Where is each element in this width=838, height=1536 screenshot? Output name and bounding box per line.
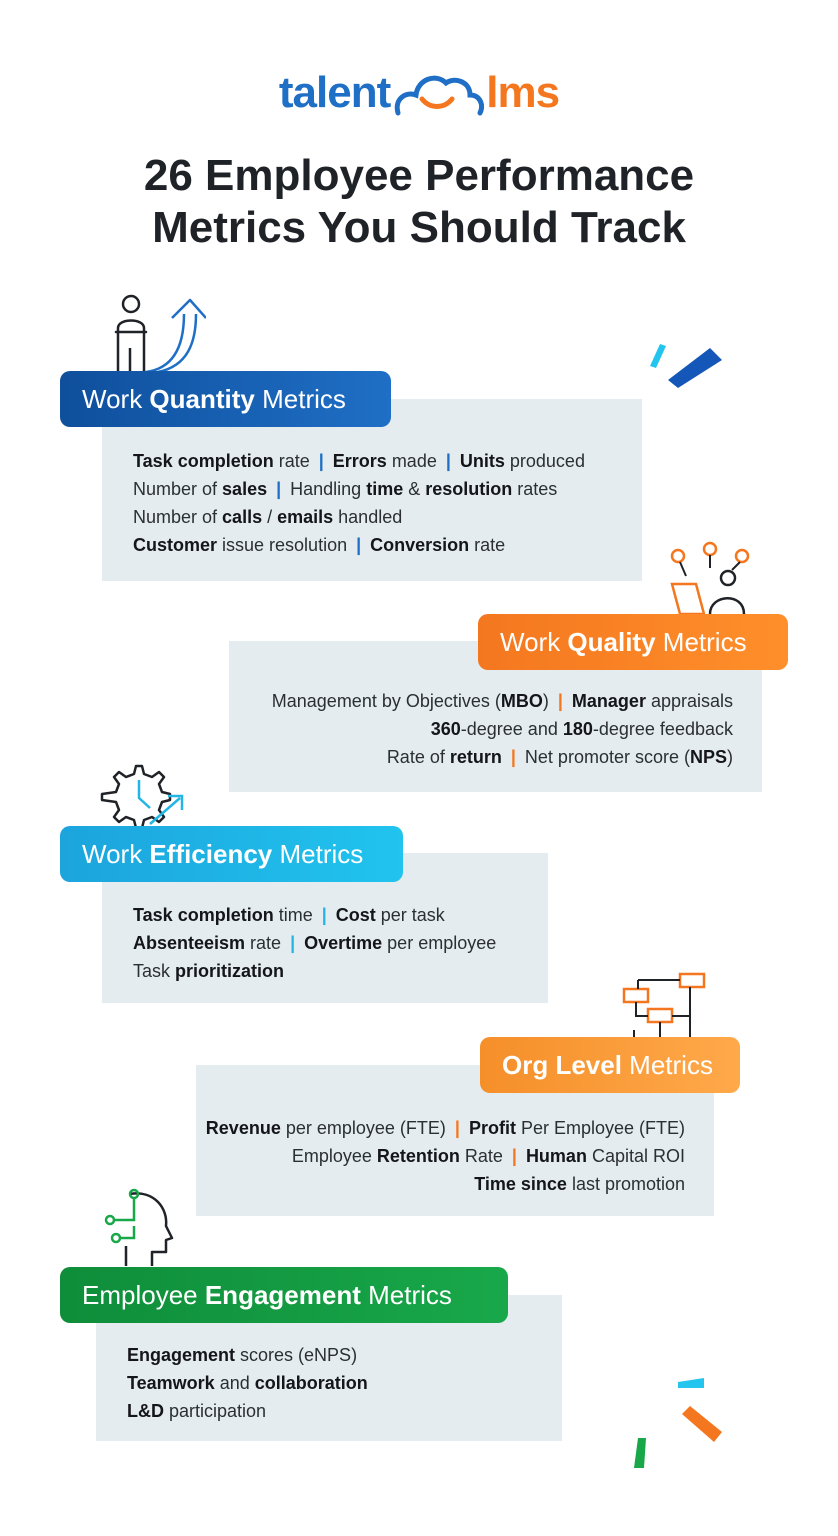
metric-line	[133, 503, 642, 531]
metric-text: )	[727, 747, 733, 767]
metric-line	[196, 1142, 685, 1170]
person-arrow-up-icon	[106, 292, 206, 374]
separator: |	[321, 905, 327, 925]
metric-text: and	[214, 1373, 255, 1393]
heading-work-quantity: Work Quantity Metrics	[60, 371, 391, 427]
metric-text: Number of	[133, 507, 223, 527]
separator: |	[318, 451, 324, 471]
metric-keyword: L&D	[127, 1401, 164, 1421]
metric-text: Handling	[290, 479, 367, 499]
metric-text: rate	[469, 535, 506, 555]
metric-line	[127, 1397, 562, 1425]
gear-clock-icon	[96, 760, 188, 832]
metric-line	[133, 957, 548, 985]
metric-text: Management by Objectives (	[271, 691, 501, 711]
metric-line	[196, 1170, 685, 1198]
metric-keyword: Errors	[332, 451, 387, 471]
metric-keyword: Profit	[468, 1118, 516, 1138]
heading-org-level: Org Level Metrics	[480, 1037, 740, 1093]
head-circuit-icon	[102, 1186, 176, 1268]
metric-keyword: sales	[222, 479, 268, 499]
metric-keyword: calls	[222, 507, 263, 527]
separator: |	[290, 933, 296, 953]
metric-keyword: Human	[525, 1146, 587, 1166]
metric-line	[133, 901, 548, 929]
heading-employee-engagement: Employee Engagement Metrics	[60, 1267, 508, 1323]
separator: |	[511, 1146, 517, 1166]
metric-text: per task	[375, 905, 445, 925]
metric-keyword: Cost	[335, 905, 376, 925]
heading-work-quality: Work Quality Metrics	[478, 614, 788, 670]
metric-keyword: Teamwork	[127, 1373, 215, 1393]
metric-text: made	[386, 451, 437, 471]
metric-text: participation	[164, 1401, 267, 1421]
metric-text: Rate	[459, 1146, 503, 1166]
metric-keyword: NPS	[689, 747, 727, 767]
metric-text: per employee	[382, 933, 497, 953]
metric-keyword: emails	[277, 507, 334, 527]
metric-keyword: time	[366, 479, 404, 499]
metric-keyword: resolution	[425, 479, 513, 499]
metric-text: time	[273, 905, 313, 925]
metric-line	[229, 715, 733, 743]
separator: |	[510, 747, 516, 767]
separator: |	[557, 691, 563, 711]
org-chart-icon	[620, 970, 710, 1040]
metric-keyword: Conversion	[370, 535, 470, 555]
metric-line	[229, 687, 733, 715]
separator: |	[445, 451, 451, 471]
metric-keyword: return	[449, 747, 502, 767]
metric-line	[127, 1369, 562, 1397]
metric-line	[229, 743, 733, 771]
title-line-1: 26 Employee Performance	[143, 151, 695, 200]
metric-text: rates	[512, 479, 558, 499]
metric-text: handled	[333, 507, 403, 527]
metric-keyword: Retention	[376, 1146, 460, 1166]
metric-line	[196, 1114, 685, 1142]
metric-keyword: 360	[430, 719, 461, 739]
metric-text: Per Employee (FTE)	[515, 1118, 685, 1138]
metric-keyword: Time since	[474, 1174, 567, 1194]
metric-text: last promotion	[566, 1174, 685, 1194]
metric-text: Rate of	[386, 747, 450, 767]
confetti-icon-bottom	[628, 1372, 728, 1474]
metric-line	[133, 447, 642, 475]
metric-line	[133, 475, 642, 503]
metric-keyword: Engagement	[127, 1345, 236, 1365]
metric-text: )	[542, 691, 549, 711]
metric-keyword: Customer	[133, 535, 218, 555]
metric-text: Net promoter score (	[524, 747, 690, 767]
metric-text: Employee	[291, 1146, 377, 1166]
metric-text: produced	[504, 451, 585, 471]
logo	[0, 68, 838, 118]
metric-text: issue resolution	[217, 535, 348, 555]
metric-text: -degree and	[460, 719, 563, 739]
metric-keyword: MBO	[500, 691, 543, 711]
metric-text: rate	[273, 451, 310, 471]
metric-keyword: Absenteeism	[133, 933, 246, 953]
metric-keyword: collaboration	[254, 1373, 368, 1393]
separator: |	[454, 1118, 460, 1138]
separator: |	[276, 479, 282, 499]
logo-lms-text: lms	[486, 68, 560, 117]
metric-text: rate	[245, 933, 282, 953]
metric-text: appraisals	[645, 691, 733, 711]
metric-line	[127, 1341, 562, 1369]
metric-text: per employee (FTE)	[280, 1118, 446, 1138]
metric-text: &	[403, 479, 426, 499]
title-line-2: Metrics You Should Track	[152, 203, 686, 252]
metric-keyword: Units	[459, 451, 505, 471]
metric-keyword: Task completion	[133, 451, 274, 471]
metric-text: Number of	[133, 479, 223, 499]
logo-talent-text: talent	[278, 68, 391, 117]
confetti-icon	[646, 340, 726, 390]
metric-keyword: 180	[562, 719, 593, 739]
person-laptop-nodes-icon	[666, 540, 756, 618]
cloud-smile-icon	[392, 69, 484, 117]
metric-keyword: Task completion	[133, 905, 274, 925]
metric-keyword: prioritization	[175, 961, 285, 981]
page-title	[0, 150, 838, 254]
metric-text: Task	[133, 961, 176, 981]
metric-line	[133, 531, 642, 559]
metric-keyword: Revenue	[205, 1118, 281, 1138]
metric-keyword: Manager	[571, 691, 646, 711]
metric-text: /	[262, 507, 278, 527]
metric-text: scores (eNPS)	[235, 1345, 358, 1365]
metric-text: -degree feedback	[592, 719, 733, 739]
metric-text: Capital ROI	[586, 1146, 685, 1166]
separator: |	[356, 535, 362, 555]
metric-keyword: Overtime	[304, 933, 383, 953]
heading-work-efficiency: Work Efficiency Metrics	[60, 826, 403, 882]
metric-line	[133, 929, 548, 957]
